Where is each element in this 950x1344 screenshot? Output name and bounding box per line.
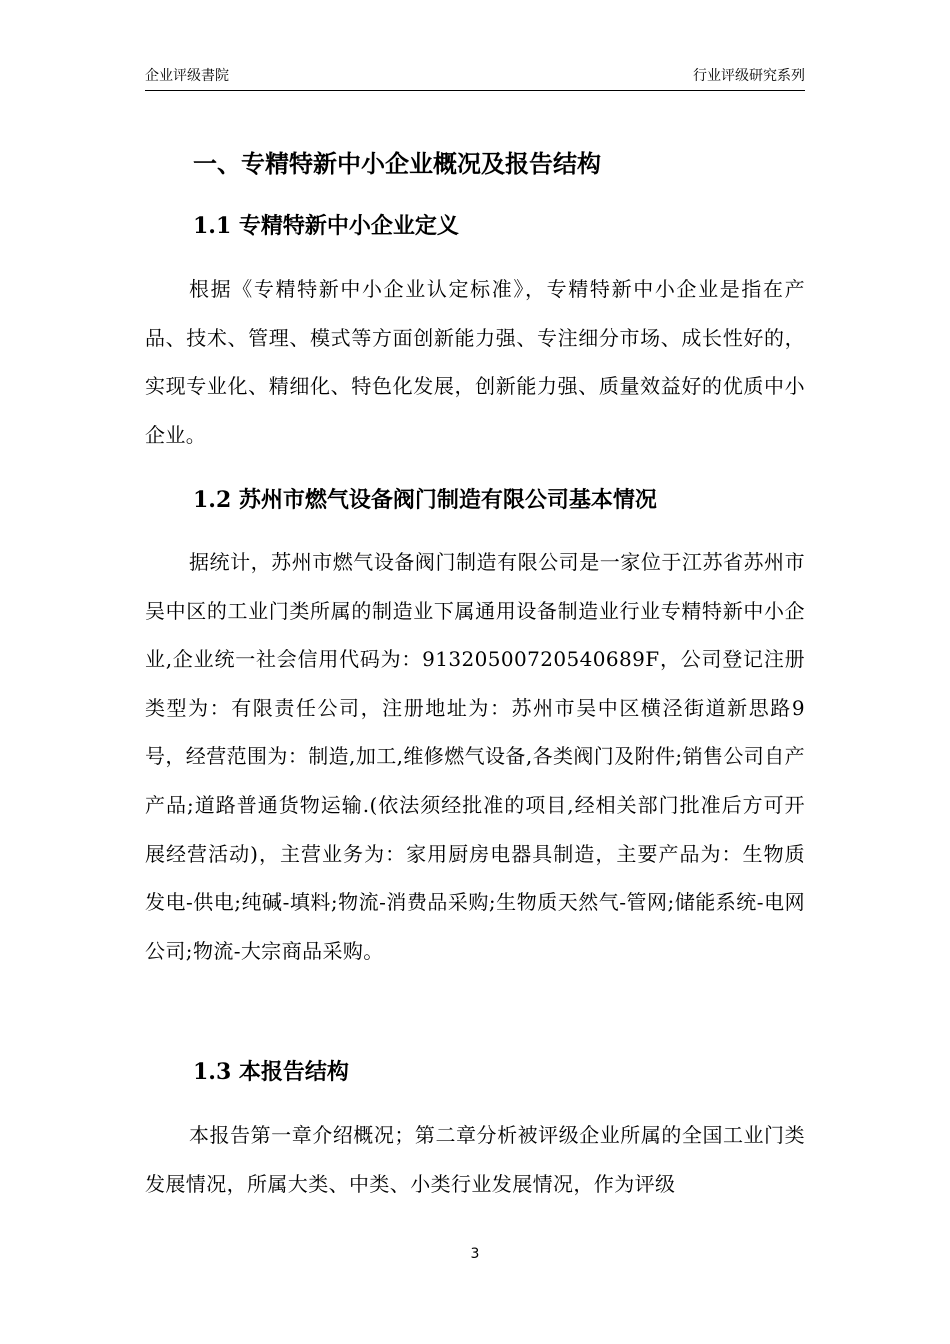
page-header [145,64,805,91]
page-number: 3 [470,1246,480,1262]
section-heading: 1.1 专精特新中小企业定义 [193,213,459,239]
section-heading: 1.2 苏州市燃气设备阀门制造有限公司基本情况 [193,487,657,513]
section-heading: 1.3 本报告结构 [193,1059,349,1085]
section-body: 根据《专精特新中小企业认定标准》，专精特新中小企业是指在产品、技术、管理、模式等方面创新能力强、专注细分市场、成长性好的，实现专业化、精细化、特色化发展，创新能力强、质量效益好的优质中小企业。 [145,277,805,447]
chapter-title: 一、专精特新中小企业概况及报告结构 [193,150,601,178]
header-series: 行业评级研究系列 [693,68,805,84]
section-body: 据统计，苏州市燃气设备阀门制造有限公司是一家位于江苏省苏州市吴中区的工业门类所属的制造业下属通用设备制造业行业专精特新中小企业,企业统一社会信用代码为：91320500720540689F，公司登记注册类型为：有限责任公司，注册地址为：苏州市吴中区横泾街道新思路9号，经营范围为：制造,加工,维修燃气设备,各类阀门及附件;销售公司自产产品;道路普通货物运输.(依法须经批准的项目,经相关部门批准后方可开展经营活动)，主营业务为：家用厨房电器具制造，主要产品为：生物质发电-供电;纯碱-填料;物流-消费品采购;生物质天然气-管网;储能系统-电网公司;物流-大宗商品采购。 [145,550,805,963]
section-body: 本报告第一章介绍概况；第二章分析被评级企业所属的全国工业门类发展情况，所属大类、中类、小类行业发展情况，作为评级 [145,1123,805,1196]
header-publisher: 企业评级書院 [145,68,229,84]
